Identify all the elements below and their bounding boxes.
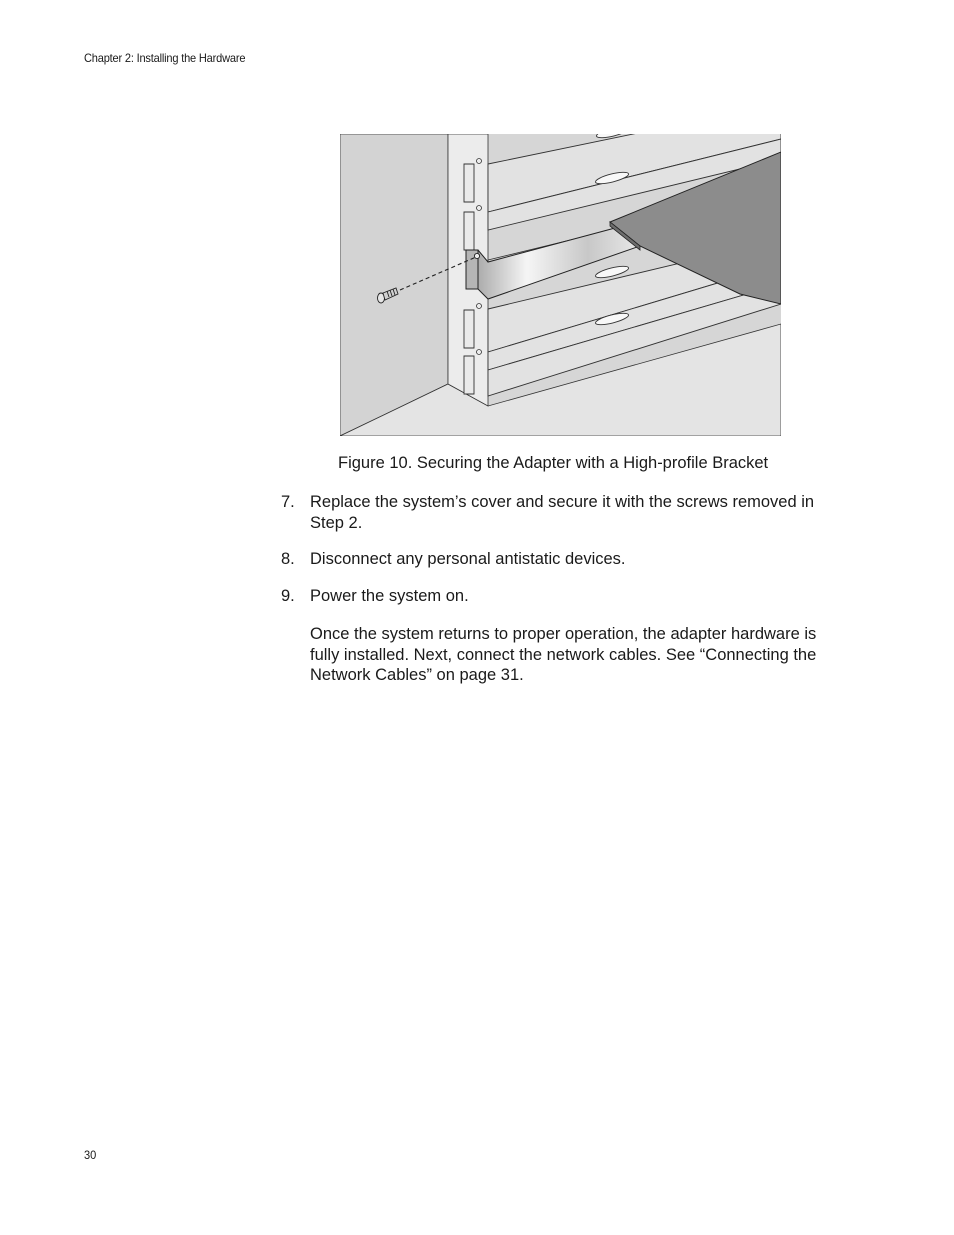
list-item — [281, 549, 841, 570]
step-text: Replace the system’s cover and secure it with the screws removed in Step 2. — [310, 493, 815, 532]
list-item — [281, 492, 841, 533]
step-text: Power the system on. — [310, 586, 469, 605]
adapter-bracket-illustration — [340, 134, 781, 436]
step-number: 8. — [281, 550, 295, 568]
page-number: 30 — [84, 1148, 97, 1162]
step-number: 7. — [281, 493, 295, 511]
step-number: 9. — [281, 586, 295, 605]
step-list — [281, 492, 841, 622]
figure-caption: Figure 10. Securing the Adapter with a High-profile Bracket — [338, 454, 769, 472]
closing-paragraph: Once the system returns to proper operation, the adapter hardware is fully installed. Next, connect the network cables. See “Connecting the Network Cables” on page 31. — [310, 625, 817, 684]
step-text: Disconnect any personal antistatic devices. — [310, 550, 626, 568]
list-item — [281, 586, 841, 607]
running-head: Chapter 2: Installing the Hardware — [84, 51, 246, 65]
